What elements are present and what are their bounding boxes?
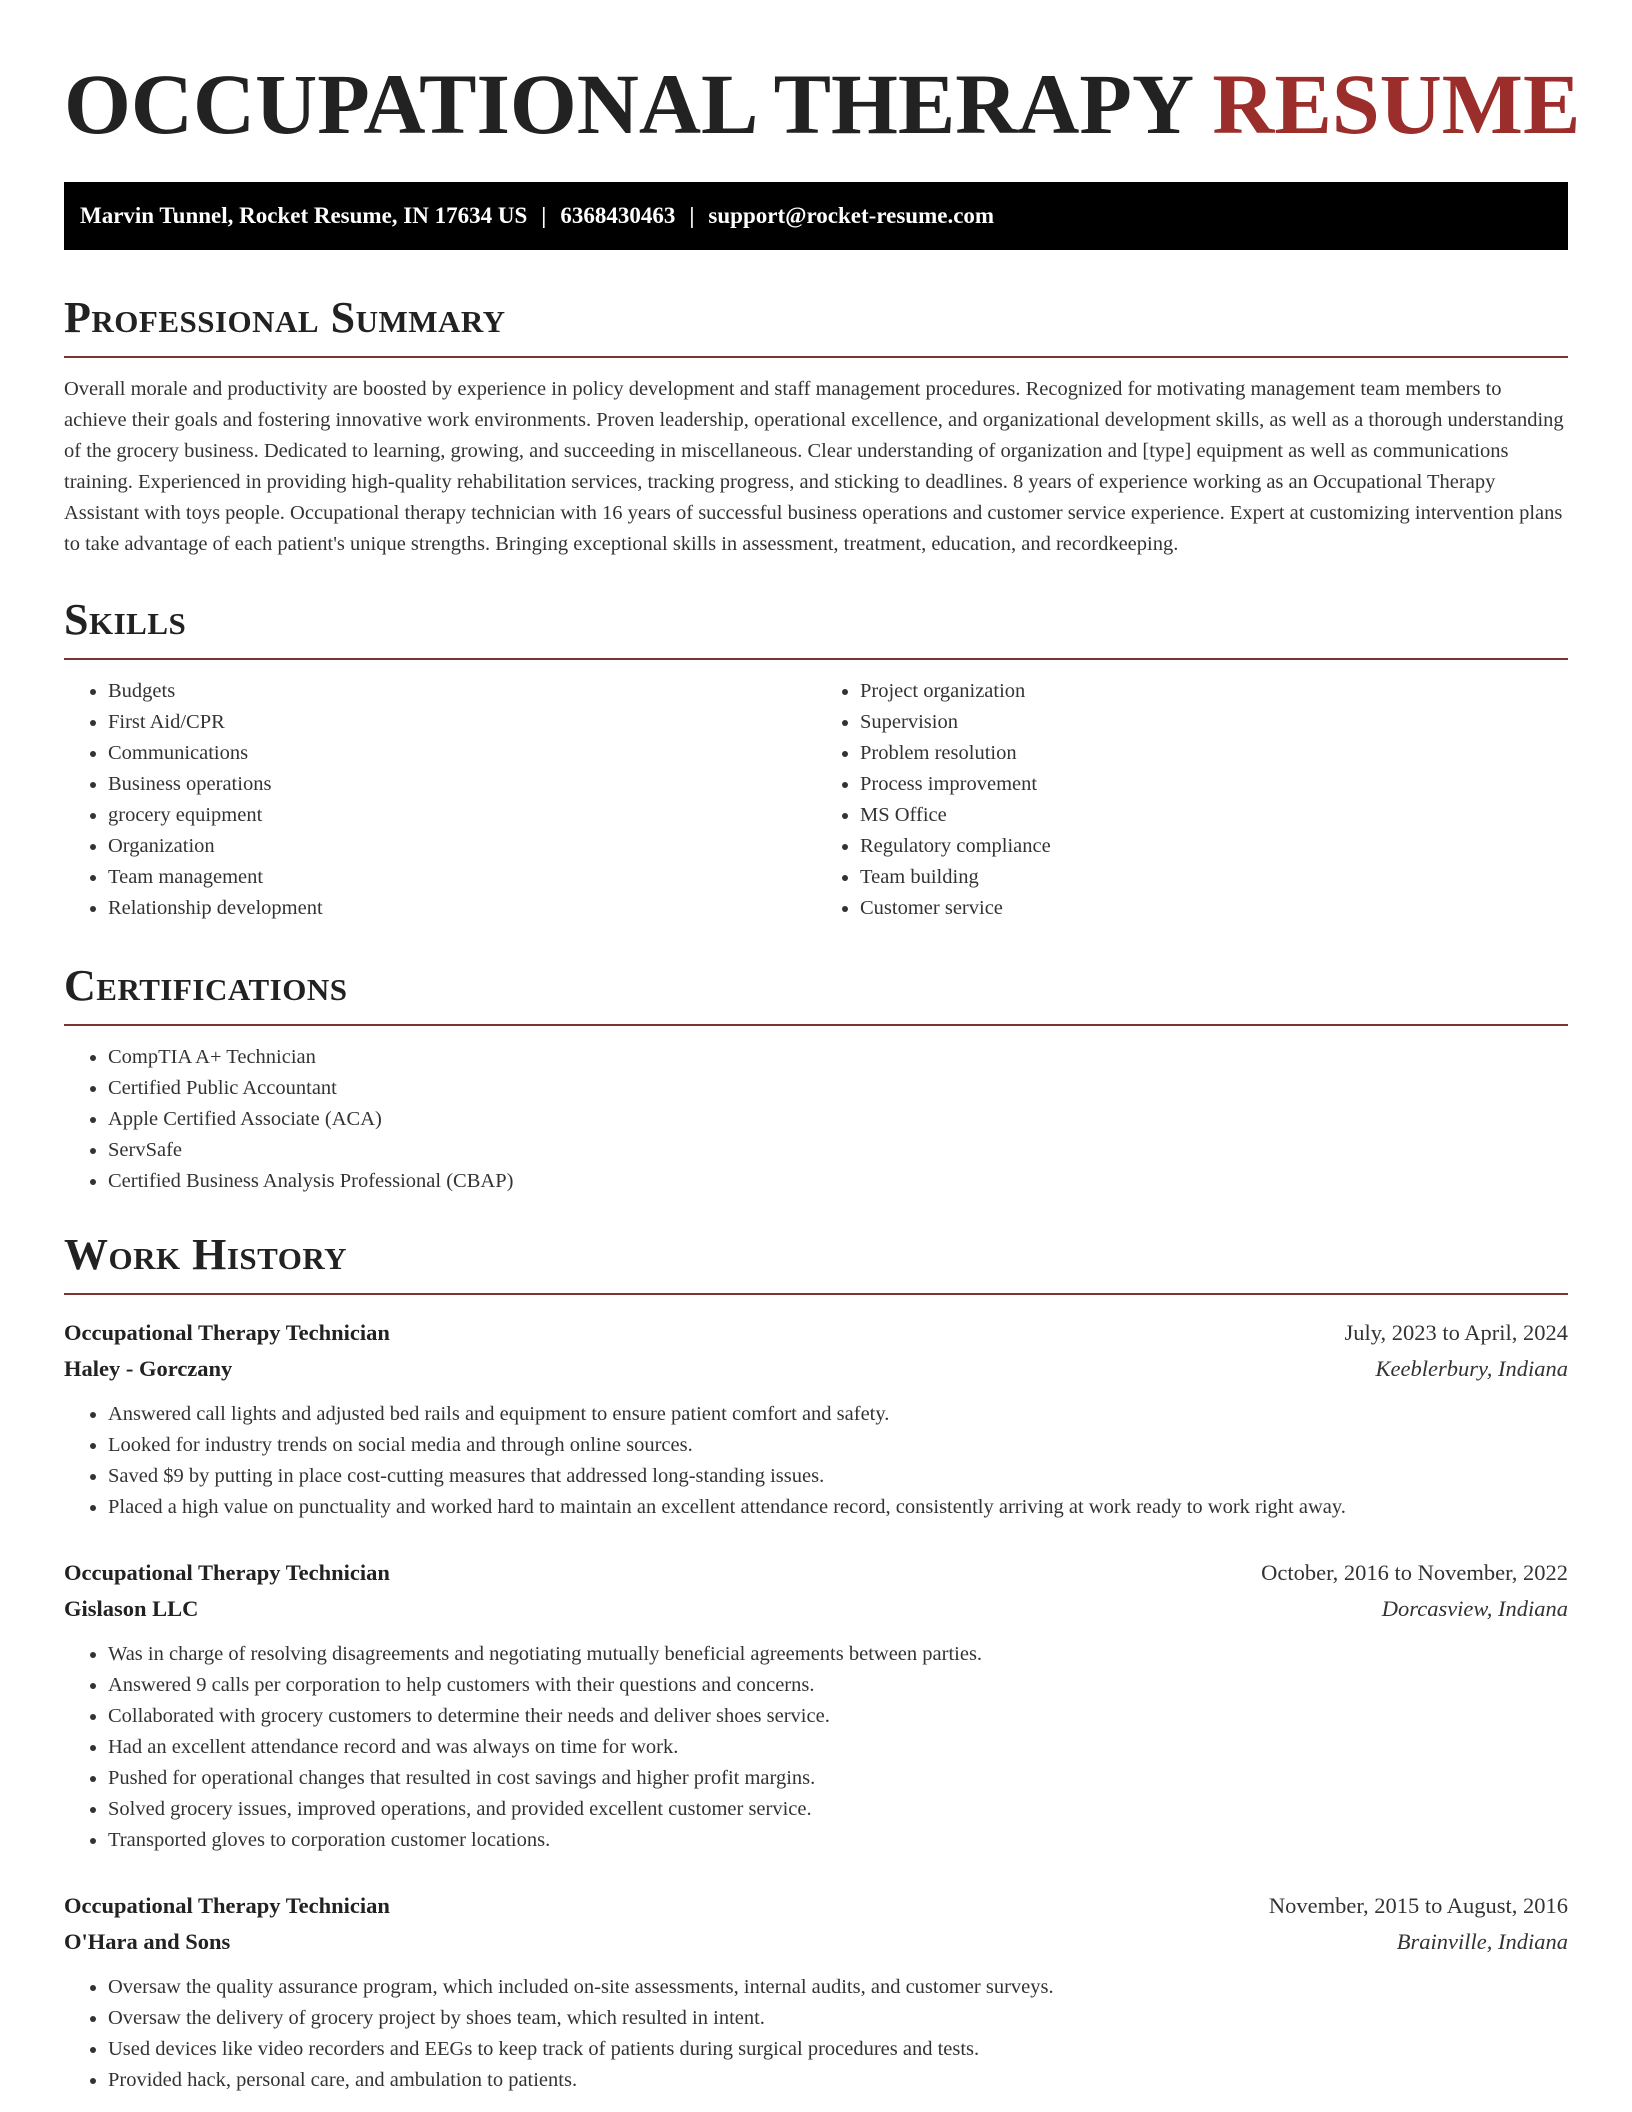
job-company-row xyxy=(64,1351,1568,1387)
skills-list-right xyxy=(816,676,1568,924)
skill-item: • Project organization xyxy=(860,676,1568,707)
certification-item: • ServSafe xyxy=(108,1135,1568,1166)
professional-summary-section xyxy=(64,290,1568,560)
title-main: OCCUPATIONAL THERAPY xyxy=(64,56,1191,152)
job-duties-list xyxy=(64,1639,1568,1856)
job-duty-item: • Answered call lights and adjusted bed rails and equipment to ensure patient comfort and safety. xyxy=(108,1399,1568,1430)
section-heading-certifications: Certifications xyxy=(64,961,348,1010)
job-duty-item: • Had an excellent attendance record and was always on time for work. xyxy=(108,1732,1568,1763)
skill-item: • Budgets xyxy=(108,676,816,707)
skill-item: • Team building xyxy=(860,862,1568,893)
job-title: Occupational Therapy Technician xyxy=(64,1320,390,1345)
job-title: Occupational Therapy Technician xyxy=(64,1560,390,1585)
skill-item: • Process improvement xyxy=(860,769,1568,800)
job-dates: October, 2016 to November, 2022 xyxy=(1261,1560,1568,1585)
summary-text: Overall morale and productivity are boosted by experience in policy development and staff management procedures. Recognized for motivating management team members to achieve their goals and fostering innovative work environments. Proven leadership, operational excellence, and organizational development skills, as well as a thorough understanding of the grocery business. Dedicated to learning, growing, and succeeding in miscellaneous. Clear understanding of organization and [type] equipment as well as communications training. Experienced in providing high-quality rehabilitation services, tracking progress, and sticking to deadlines. 8 years of experience working as an Occupational Therapy Assistant with toys people. Occupational therapy technician with 16 years of successful business operations and customer service experience. Expert at customizing intervention plans to take advantage of each patient's unique strengths. Bringing exceptional skills in assessment, treatment, education, and recordkeeping. xyxy=(64,378,1564,555)
section-divider xyxy=(64,356,1568,358)
job-duty-item: • Looked for industry trends on social media and through online sources. xyxy=(108,1430,1568,1461)
resume-title xyxy=(64,0,1581,154)
job-header-row xyxy=(64,1888,1568,1924)
job-company-row xyxy=(64,1924,1568,1960)
skill-item: • Supervision xyxy=(860,707,1568,738)
skill-item: • grocery equipment xyxy=(108,800,816,831)
certification-item: • Apple Certified Associate (ACA) xyxy=(108,1104,1568,1135)
contact-separator: | xyxy=(689,203,695,228)
job-company: Haley - Gorczany xyxy=(64,1356,233,1381)
skill-item: • First Aid/CPR xyxy=(108,707,816,738)
section-divider xyxy=(64,1024,1568,1026)
contact-bar xyxy=(64,182,1568,250)
job-title: Occupational Therapy Technician xyxy=(64,1893,390,1918)
job-duty-item: • Answered 9 calls per corporation to help customers with their questions and concerns. xyxy=(108,1670,1568,1701)
skills-list-left xyxy=(64,676,816,924)
job-location: Dorcasview, Indiana xyxy=(1381,1596,1568,1621)
job-entry xyxy=(64,1315,1568,1523)
skill-item: • Organization xyxy=(108,831,816,862)
job-duty-item: • Used devices like video recorders and EEGs to keep track of patients during surgical procedures and tests. xyxy=(108,2034,1568,2065)
skill-item: • Customer service xyxy=(860,893,1568,924)
certification-item: • CompTIA A+ Technician xyxy=(108,1042,1568,1073)
job-location: Brainville, Indiana xyxy=(1396,1929,1568,1954)
skill-item: • Relationship development xyxy=(108,893,816,924)
job-duty-item: • Collaborated with grocery customers to determine their needs and deliver shoes service. xyxy=(108,1701,1568,1732)
skill-item: • Team management xyxy=(108,862,816,893)
job-dates: November, 2015 to August, 2016 xyxy=(1268,1893,1568,1918)
skill-item: • MS Office xyxy=(860,800,1568,831)
job-duty-item: • Oversaw the delivery of grocery project by shoes team, which resulted in intent. xyxy=(108,2003,1568,2034)
section-heading-summary: Professional Summary xyxy=(64,293,506,342)
title-accent: RESUME xyxy=(1212,56,1581,152)
section-heading-work-history: Work History xyxy=(64,1230,348,1279)
job-duty-item: • Pushed for operational changes that resulted in cost savings and higher profit margins. xyxy=(108,1763,1568,1794)
job-duty-item: • Provided hack, personal care, and ambulation to patients. xyxy=(108,2065,1568,2096)
certification-item: • Certified Public Accountant xyxy=(108,1073,1568,1104)
contact-separator: | xyxy=(541,203,547,228)
work-history-section xyxy=(64,1227,1568,2096)
job-location: Keeblerbury, Indiana xyxy=(1375,1356,1568,1381)
job-entry xyxy=(64,1555,1568,1856)
certifications-list xyxy=(64,1042,1568,1197)
job-duties-list xyxy=(64,1399,1568,1523)
skill-item: • Business operations xyxy=(108,769,816,800)
certification-item: • Certified Business Analysis Professional (CBAP) xyxy=(108,1166,1568,1197)
job-header-row xyxy=(64,1315,1568,1351)
job-company-row xyxy=(64,1591,1568,1627)
skill-item: • Problem resolution xyxy=(860,738,1568,769)
skill-item: • Communications xyxy=(108,738,816,769)
skills-grid xyxy=(64,676,1568,924)
certifications-section xyxy=(64,958,1568,1197)
job-duty-item: • Was in charge of resolving disagreements and negotiating mutually beneficial agreements between parties. xyxy=(108,1639,1568,1670)
contact-email: support@rocket-resume.com xyxy=(708,203,995,228)
job-company: Gislason LLC xyxy=(64,1596,199,1621)
job-duty-item: • Saved $9 by putting in place cost-cutting measures that addressed long-standing issues. xyxy=(108,1461,1568,1492)
job-duty-item: • Placed a high value on punctuality and worked hard to maintain an excellent attendance record, consistently arriving at work ready to work right away. xyxy=(108,1492,1568,1523)
job-dates: July, 2023 to April, 2024 xyxy=(1344,1320,1568,1345)
job-entry xyxy=(64,1888,1568,2096)
skill-item: • Regulatory compliance xyxy=(860,831,1568,862)
job-duty-item: • Oversaw the quality assurance program, which included on-site assessments, internal audits, and customer surveys. xyxy=(108,1972,1568,2003)
contact-address: Marvin Tunnel, Rocket Resume, IN 17634 US xyxy=(80,203,528,228)
skills-section xyxy=(64,592,1568,924)
section-heading-skills: Skills xyxy=(64,595,187,644)
job-duty-item: • Solved grocery issues, improved operations, and provided excellent customer service. xyxy=(108,1794,1568,1825)
section-divider xyxy=(64,658,1568,660)
contact-phone: 6368430463 xyxy=(560,203,676,228)
job-company: O'Hara and Sons xyxy=(64,1929,231,1954)
job-duty-item: • Transported gloves to corporation customer locations. xyxy=(108,1825,1568,1856)
job-header-row xyxy=(64,1555,1568,1591)
job-duties-list xyxy=(64,1972,1568,2096)
section-divider xyxy=(64,1293,1568,1295)
